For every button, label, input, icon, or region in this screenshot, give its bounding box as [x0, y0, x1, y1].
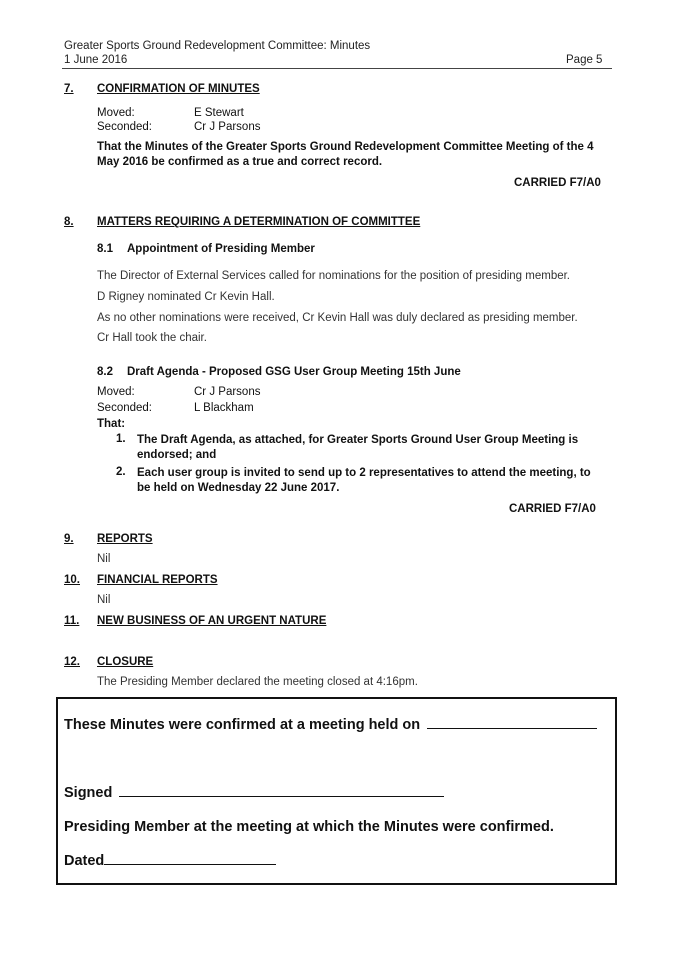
dated-label: Dated	[64, 853, 105, 869]
section-10-heading: FINANCIAL REPORTS	[97, 574, 218, 586]
section-7-heading: CONFIRMATION OF MINUTES	[97, 83, 260, 95]
section-12-body: The Presiding Member declared the meeting closed at 4:16pm.	[97, 676, 418, 688]
seconded-value: L Blackham	[194, 402, 254, 414]
page-number: Page 5	[566, 54, 603, 66]
subsection-number: 8.2	[97, 366, 113, 378]
moved-value: Cr J Parsons	[194, 386, 261, 398]
signed-line	[64, 784, 444, 801]
confirmation-line	[64, 716, 597, 733]
carried-label: CARRIED F7/A0	[514, 177, 601, 189]
date-blank[interactable]	[104, 852, 276, 865]
section-8-heading: MATTERS REQUIRING A DETERMINATION OF COMMITTEE	[97, 216, 421, 228]
seconded-label: Seconded:	[97, 121, 152, 133]
section-9-body: Nil	[97, 553, 111, 565]
list-item-text: Each user group is invited to send up to 2 representatives to attend the meeting, to be held on Wednesday 22 June 2017.	[137, 467, 591, 494]
subsection-8-2-title	[97, 366, 461, 378]
carried-label: CARRIED F7/A0	[509, 503, 596, 515]
presiding-member-text: Presiding Member at the meeting at which the Minutes were confirmed.	[64, 819, 554, 835]
list-item-number: 2.	[116, 466, 126, 478]
section-11-number: 11.	[64, 615, 80, 627]
section-12-heading: CLOSURE	[97, 656, 154, 668]
section-9-heading: REPORTS	[97, 533, 153, 545]
confirmation-text: These Minutes were confirmed at a meeting held on	[64, 717, 421, 733]
subsection-8-1-title	[97, 243, 315, 255]
moved-label: Moved:	[97, 107, 135, 119]
list-item-number: 1.	[116, 433, 126, 445]
section-7-number: 7.	[64, 83, 74, 95]
resolution-text: That the Minutes of the Greater Sports Ground Redevelopment Committee Meeting of the 4 May 2016 be confirmed as a true and correct record.	[97, 141, 594, 168]
section-10-body: Nil	[97, 594, 111, 606]
dated-line	[64, 852, 276, 869]
moved-value: E Stewart	[194, 107, 244, 119]
body-line: The Director of External Services called for nominations for the position of presiding member.	[97, 270, 570, 282]
seconded-label: Seconded:	[97, 402, 152, 414]
subsection-title: Draft Agenda - Proposed GSG User Group Meeting 15th June	[127, 366, 461, 378]
section-11-heading: NEW BUSINESS OF AN URGENT NATURE	[97, 615, 327, 627]
list-item-text: The Draft Agenda, as attached, for Greater Sports Ground User Group Meeting is endorsed; and	[137, 434, 579, 461]
that-label: That:	[97, 418, 126, 430]
header-rule	[62, 68, 612, 69]
body-line: As no other nominations were received, Cr Kevin Hall was duly declared as presiding member.	[97, 312, 578, 324]
section-8-number: 8.	[64, 216, 74, 228]
body-line: Cr Hall took the chair.	[97, 332, 207, 344]
seconded-value: Cr J Parsons	[194, 121, 261, 133]
section-10-number: 10.	[64, 574, 80, 586]
section-12-number: 12.	[64, 656, 80, 668]
signature-blank[interactable]	[119, 784, 444, 797]
meeting-date: 1 June 2016	[64, 54, 128, 66]
signed-label: Signed	[64, 785, 113, 801]
moved-label: Moved:	[97, 386, 135, 398]
document-title: Greater Sports Ground Redevelopment Committee: Minutes	[64, 40, 371, 52]
section-9-number: 9.	[64, 533, 74, 545]
meeting-date-blank[interactable]	[427, 716, 597, 729]
subsection-number: 8.1	[97, 243, 113, 255]
body-line: D Rigney nominated Cr Kevin Hall.	[97, 291, 275, 303]
subsection-title: Appointment of Presiding Member	[127, 243, 315, 255]
